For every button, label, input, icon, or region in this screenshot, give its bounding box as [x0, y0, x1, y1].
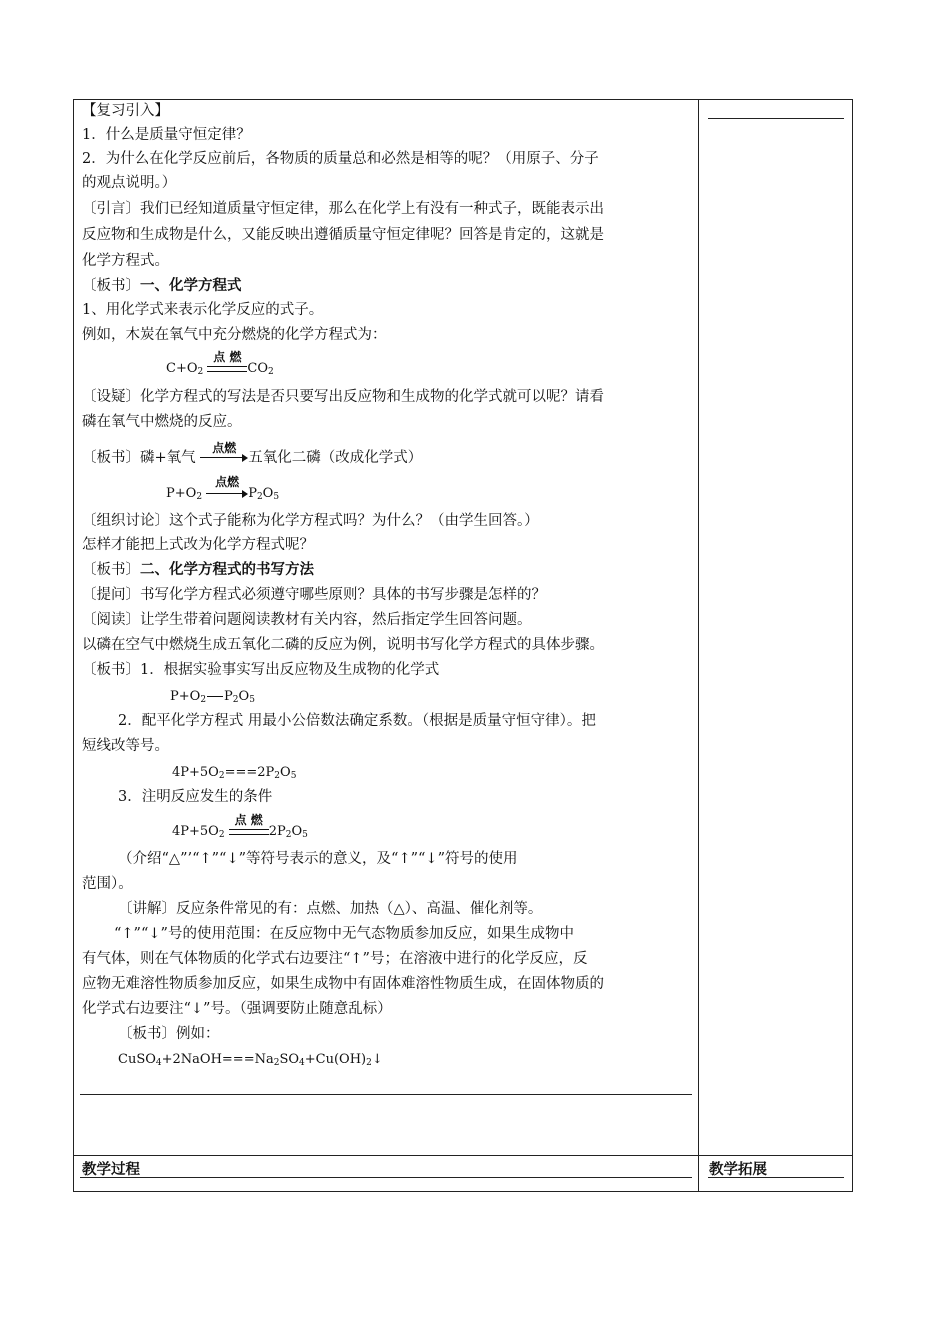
- usage-line-1: “↑”“↓”号的使用范围：在反应物中无气态物质参加反应，如果生成物中: [114, 926, 574, 942]
- side-column-rule: [708, 118, 844, 119]
- example-line: 例如，木炭在氧气中充分燃烧的化学方程式为：: [82, 327, 387, 343]
- equation-carbon: $C+O_2$ 点 燃 $CO_2$: [166, 349, 274, 377]
- board-tag: 〔板书〕: [82, 562, 140, 578]
- reaction-arrow: 点燃: [200, 451, 248, 465]
- intro-line-2: 反应物和生成物是什么，又能反映出遵循质量守恒定律呢？回答是肯定的，这就是: [82, 227, 604, 243]
- symbols-line-2: 范围）。: [82, 876, 133, 892]
- equation-precipitate: $CuSO_4+2NaOH===Na_2SO_4+Cu(OH)_2↓$: [118, 1052, 383, 1068]
- dash-line: [207, 696, 223, 697]
- intro-line-3: 化学方程式。: [82, 253, 169, 269]
- equation-phosphorus-arrow: $P+O_2$ 点燃 $P_2O_5$: [166, 474, 280, 502]
- usage-line-4: 化学式右边要注“↓”号。（强调要防止随意乱标）: [82, 1001, 392, 1017]
- step-3-line: 3．注明反应发生的条件: [118, 789, 273, 805]
- main-column-rule: [80, 1094, 692, 1095]
- step-1-line: 〔板书〕1．根据实验事实写出反应物及生成物的化学式: [82, 662, 440, 678]
- intro-line-1: 〔引言〕我们已经知道质量守恒定律，那么在化学上有没有一种式子，既能表示出: [82, 201, 604, 217]
- board-word-equation: 〔板书〕磷+氧气 点燃 五氧化二磷（改成化学式）: [82, 441, 423, 466]
- arrow-head-icon: [242, 454, 248, 462]
- equals-sign: [207, 366, 247, 372]
- section-heading: 【复习引入】: [82, 103, 169, 119]
- reaction-arrow: 点燃: [206, 487, 248, 501]
- step-2-cont: 短线改等号。: [82, 738, 169, 754]
- discussion-line: 〔组织讨论〕这个式子能称为化学方程式吗？为什么？（由学生回答。）: [82, 513, 539, 529]
- doubt-line-1: 〔设疑〕化学方程式的写法是否只要写出反应物和生成物的化学式就可以呢？请看: [82, 389, 604, 405]
- usage-line-2: 有气体，则在气体物质的化学式右边要注“↑”号；在溶液中进行的化学反应，反: [82, 951, 588, 967]
- board-example-line: 〔板书〕例如：: [118, 1026, 220, 1042]
- question-2-cont: 的观点说明。）: [82, 175, 177, 191]
- explain-line: 〔讲解〕反应条件常见的有：点燃、加热（△）、高温、催化剂等。: [118, 901, 543, 917]
- footer-label-process: 教学过程: [82, 1162, 140, 1178]
- equation-balanced: $4P+5O_2===2P_2O_5$: [172, 765, 297, 781]
- footer-label-extension: 教学拓展: [709, 1162, 767, 1178]
- definition-line: 1、用化学式来表示化学反应的式子。: [82, 302, 324, 318]
- ask-line: 〔提问〕书写化学方程式必须遵守哪些原则？具体的书写步骤是怎样的？: [82, 587, 546, 603]
- question-1: 1．什么是质量守恒定律？: [82, 127, 251, 143]
- board-tag: 〔板书〕: [82, 278, 140, 294]
- discussion-question: 怎样才能把上式改为化学方程式呢？: [82, 537, 314, 553]
- board-heading-2: [82, 560, 314, 580]
- equation-skeleton: $P+O_2$ $P_2O_5$: [170, 689, 255, 705]
- reaction-condition: 点 燃: [229, 825, 269, 839]
- heading-writing-method: 二、化学方程式的书写方法: [140, 562, 314, 578]
- footer-rule-left: [80, 1177, 692, 1178]
- question-2: 2．为什么在化学反应前后，各物质的质量总和必然是相等的呢？（用原子、分子: [82, 151, 599, 167]
- column-divider: [698, 99, 699, 1192]
- symbols-line-1: （介绍“△”’“↑”“↓”等符号表示的意义，及“↑”“↓”符号的使用: [118, 851, 518, 867]
- equation-with-condition: $4P+5O_2$ 点 燃 $2P_2O_5$: [172, 812, 308, 840]
- step-2-line: 2．配平化学方程式 用最小公倍数法确定系数。（根据是质量守恒守律）。把: [118, 713, 596, 729]
- doubt-line-2: 磷在氧气中燃烧的反应。: [82, 414, 242, 430]
- usage-line-3: 应物无难溶性物质参加反应，如果生成物中有固体难溶性物质生成，在固体物质的: [82, 976, 604, 992]
- heading-equation: 一、化学方程式: [140, 278, 242, 294]
- footer-divider: [73, 1155, 853, 1156]
- example-steps-line: 以磷在空气中燃烧生成五氧化二磷的反应为例，说明书写化学方程式的具体步骤。: [82, 637, 604, 653]
- arrow-head-icon: [242, 490, 248, 498]
- reaction-condition: 点 燃: [207, 362, 247, 376]
- reading-line: 〔阅读〕让学生带着问题阅读教材有关内容，然后指定学生回答问题。: [82, 612, 532, 628]
- board-heading-1: [82, 276, 242, 296]
- equals-sign: [229, 829, 269, 835]
